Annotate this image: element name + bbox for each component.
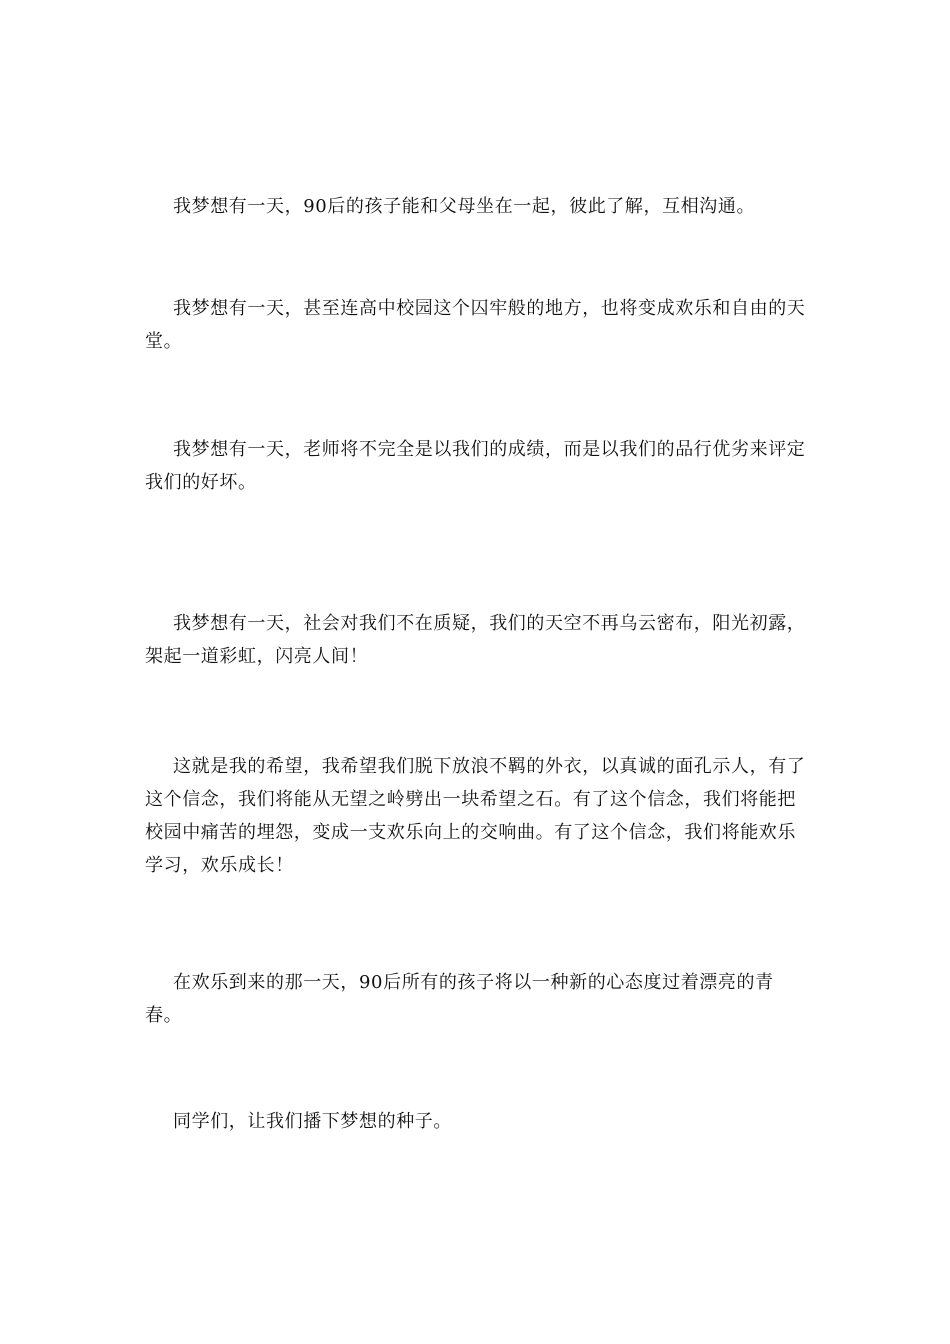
paragraph-4: 我梦想有一天，社会对我们不在质疑，我们的天空不再乌云密布，阳光初露，架起一道彩虹，闪亮人间！ bbox=[145, 613, 806, 667]
paragraph-6: 在欢乐到来的那一天，90后所有的孩子将以一种新的心态度过着漂亮的青春。 bbox=[145, 972, 774, 1026]
paragraph-2: 我梦想有一天，甚至连高中校园这个囚牢般的地方，也将变成欢乐和自由的天堂。 bbox=[145, 298, 806, 352]
paragraph-7: 同学们，让我们播下梦想的种子。 bbox=[173, 1111, 452, 1132]
paragraph-1: 我梦想有一天，90后的孩子能和父母坐在一起，彼此了解，互相沟通。 bbox=[173, 196, 756, 217]
paragraph-5: 这就是我的希望，我希望我们脱下放浪不羁的外衣，以真诚的面孔示人，有了这个信念，我们将能从无望之岭劈出一块希望之石。有了这个信念，我们将能把校园中痛苦的埋怨，变成一支欢乐向上的交响曲。有了这个信念，我们将能欢乐学习，欢乐成长！ bbox=[145, 756, 806, 876]
paragraph-3: 我梦想有一天，老师将不完全是以我们的成绩，而是以我们的品行优劣来评定我们的好坏。 bbox=[145, 439, 806, 493]
